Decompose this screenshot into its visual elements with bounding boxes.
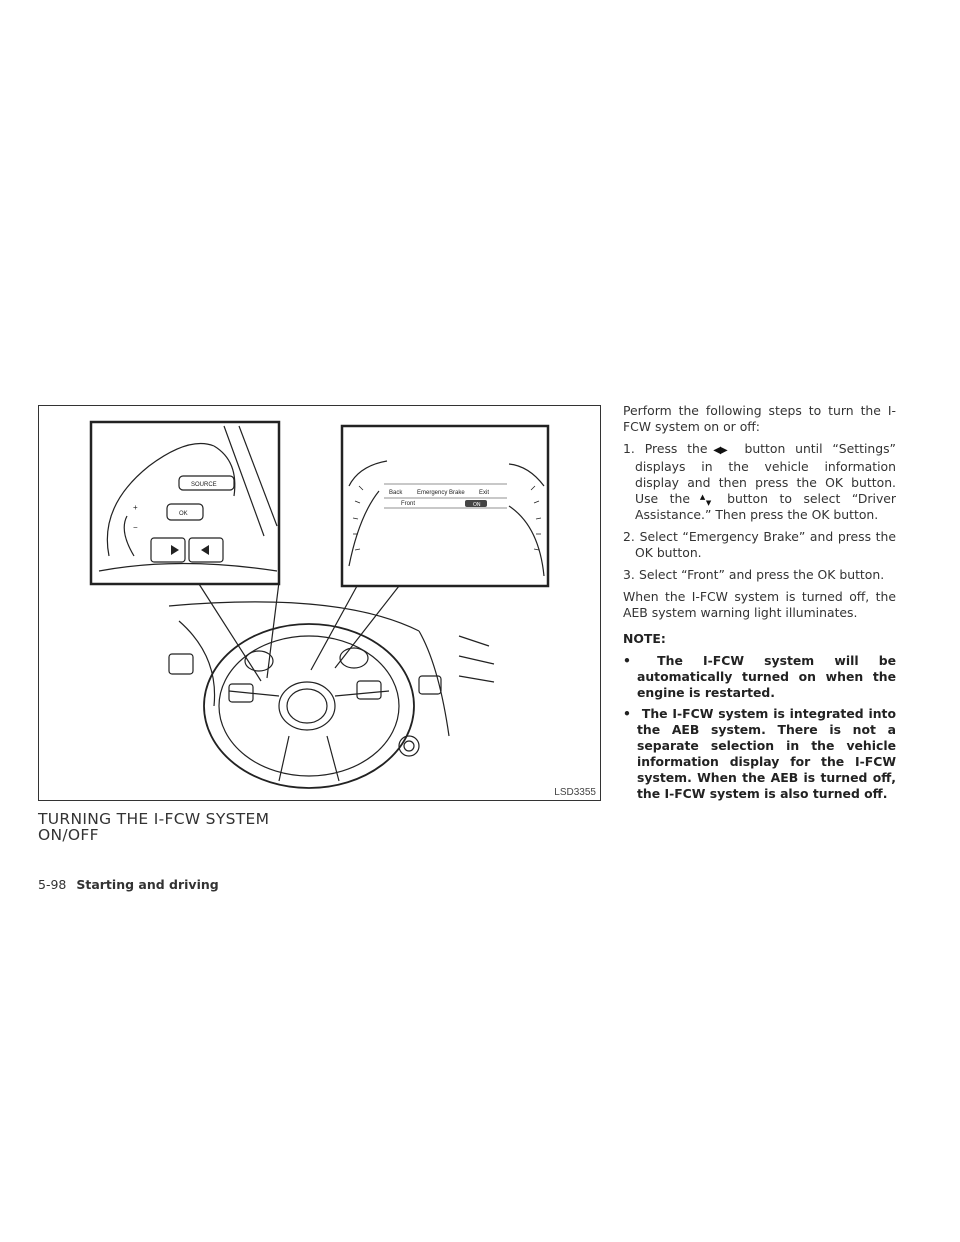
- exit-label: Exit: [479, 490, 490, 496]
- section-title: [38, 811, 269, 843]
- minus-label: −: [133, 523, 138, 532]
- figure-code: LSD3355: [554, 787, 596, 798]
- step-1: [623, 441, 896, 523]
- plus-label: +: [133, 503, 138, 512]
- step-3-number: 3.: [623, 567, 635, 582]
- steering-wheel: [204, 624, 414, 788]
- on-label: ON: [473, 502, 481, 508]
- emergency-brake-label: Emergency Brake: [417, 490, 465, 496]
- step-2-text: Select “Emergency Brake” and press the OK button.: [635, 529, 896, 560]
- section-title-line2: ON/OFF: [38, 826, 99, 844]
- section-title-line1: TURNING THE I-FCW SYSTEM: [38, 810, 270, 828]
- source-label: SOURCE: [191, 482, 217, 488]
- up-down-arrows-icon: ▲ ▼: [699, 492, 712, 507]
- bullet-2: •: [623, 706, 631, 721]
- step-2: [623, 529, 896, 561]
- step-1-text-b: button until “Settings” displays in the vehicle information display and then press the OK button. Use the: [635, 441, 896, 506]
- intro-paragraph: Perform the following steps to turn the I-FCW system on or off:: [623, 403, 896, 434]
- ok-label: OK: [179, 511, 188, 517]
- note-heading: NOTE:: [623, 631, 666, 646]
- step-1-number: 1.: [623, 441, 635, 456]
- illustration-drawing: [39, 406, 600, 800]
- back-label: Back: [389, 490, 403, 496]
- inset-meter-display: [342, 426, 548, 586]
- note-item-1-text: The I-FCW system will be automatically turned on when the engine is restarted.: [637, 653, 896, 700]
- page-number: 5-98: [38, 877, 67, 892]
- front-label: Front: [401, 501, 416, 507]
- note-item-2-text: The I-FCW system is integrated into the AEB system. There is not a separate selection in the vehicle information display for the I-FCW system. When the AEB is turned off, the I-FCW system is also turned off.: [637, 706, 896, 801]
- chapter-title: Starting and driving: [76, 877, 219, 892]
- step-3: [623, 567, 896, 583]
- step-1-text-a: Press the: [644, 441, 708, 456]
- note-item-2: [623, 706, 896, 802]
- bullet-1: •: [623, 653, 631, 668]
- step-1-text-c: button to select “Driver Assistance.” Then press the OK button.: [635, 491, 896, 522]
- body-text: [623, 403, 896, 807]
- steering-wheel-illustration: [38, 405, 601, 801]
- after-paragraph: When the I-FCW system is turned off, the AEB system warning light illuminates.: [623, 589, 896, 620]
- step-2-number: 2.: [623, 529, 635, 544]
- page-footer: [38, 877, 219, 892]
- step-3-text: Select “Front” and press the OK button.: [638, 567, 885, 582]
- left-right-arrows-icon: ◀▶: [713, 445, 727, 456]
- note-item-1: [623, 653, 896, 701]
